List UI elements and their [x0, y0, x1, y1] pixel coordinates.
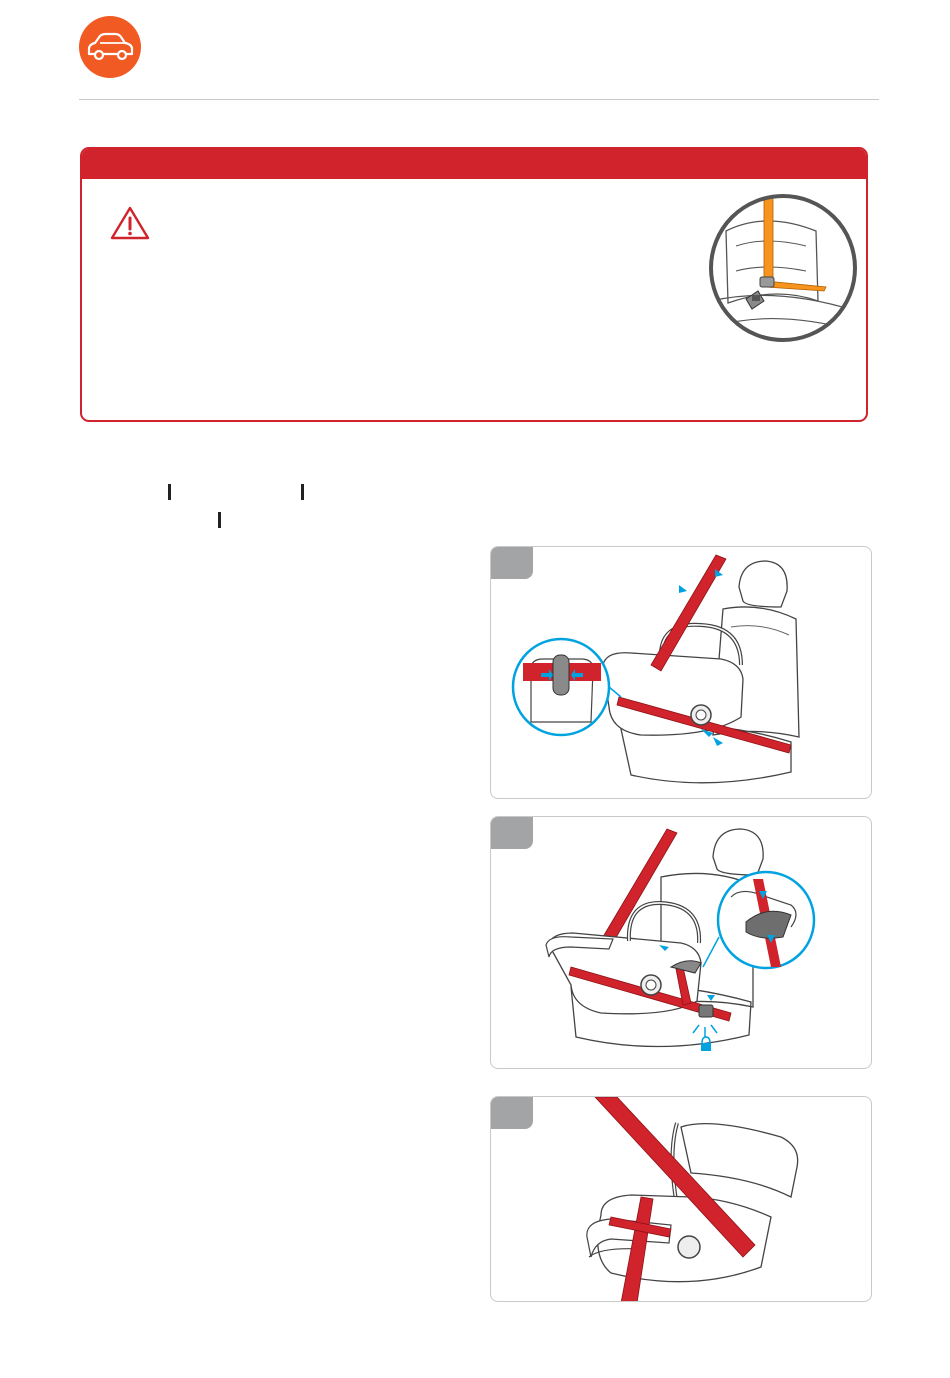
- intro-text: [82, 478, 862, 534]
- warning-box: [80, 147, 868, 422]
- warning-title: [82, 149, 866, 179]
- intro-line-2: [82, 506, 862, 534]
- step-3-number: [491, 1097, 533, 1129]
- step-1-illustration: [491, 547, 872, 799]
- header-divider: [79, 99, 879, 100]
- step-1-panel: [490, 546, 872, 799]
- step-1-number: [491, 547, 533, 579]
- car-icon: [79, 16, 141, 78]
- warning-triangle-icon: [109, 205, 151, 241]
- step-3-illustration: [491, 1097, 872, 1302]
- step-2-panel: [490, 816, 872, 1069]
- brand-logo: [79, 16, 141, 78]
- belt-detail-illustration: [706, 191, 860, 345]
- step-2-number: [491, 817, 533, 849]
- step-3-panel: [490, 1096, 872, 1302]
- step-2-illustration: [491, 817, 872, 1069]
- intro-line-1: [82, 478, 862, 506]
